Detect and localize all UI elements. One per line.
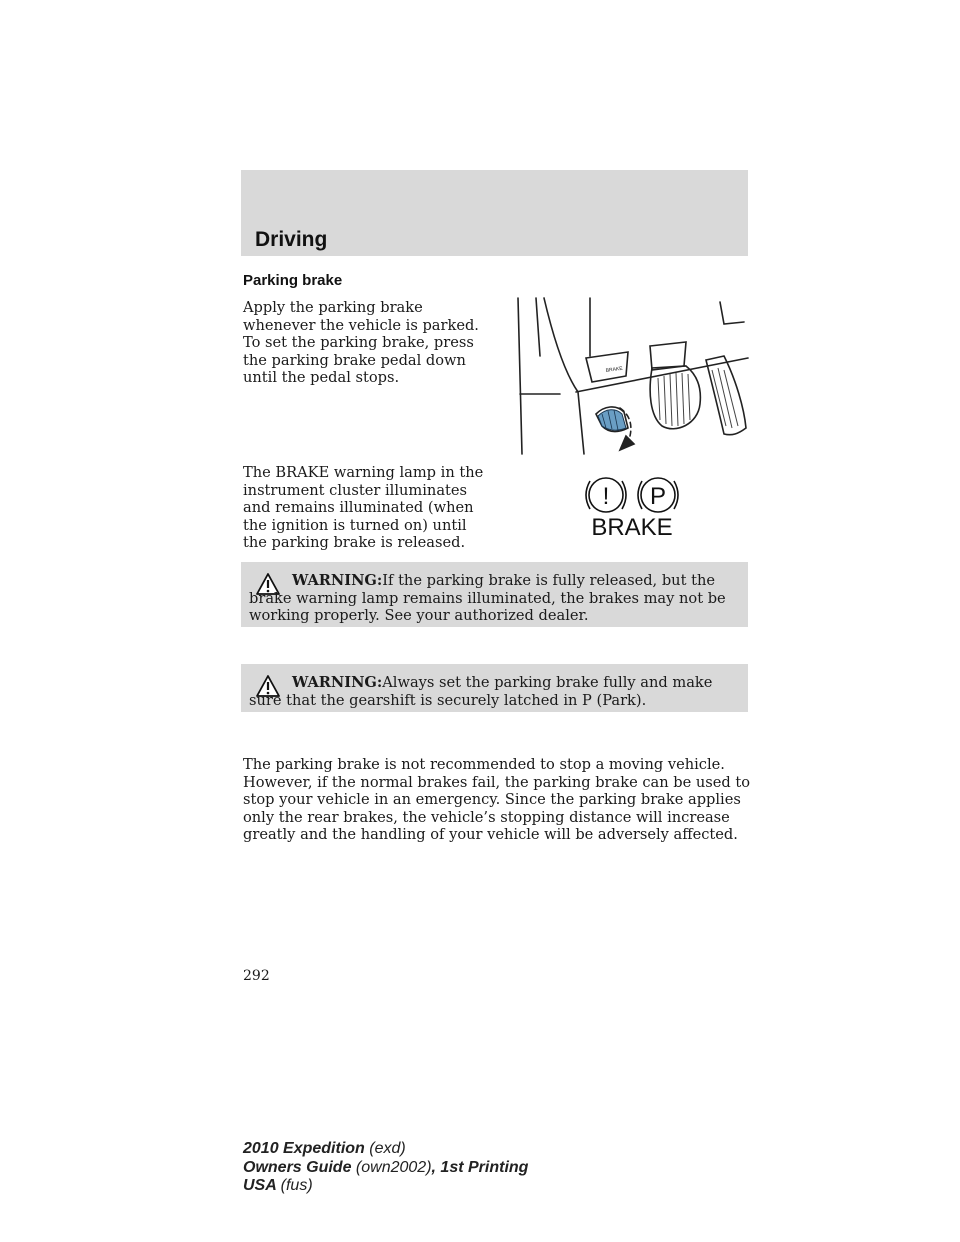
parking-brake-pedal-illustration [500,296,750,456]
warning-text [249,674,745,709]
paragraph-emergency-use: The parking brake is not recommended to stop a moving vehicle. However, if the normal brakes fail, the parking brake can be used to stop your vehicle in an emergency. Since the parking brake applies only the rear brakes, the vehicle’s stopping distance will increase greatly and the handling of your vehicle will be adversely affected. [243,756,751,843]
paragraph-warning-lamp: The BRAKE warning lamp in the instrument cluster illuminates and remains illuminated (when the ignition is turned on) until the parking brake is released. [243,464,484,551]
footer-model-code: (exd) [369,1140,406,1157]
footer-guide: Owners Guide [243,1158,352,1176]
document-footer [243,1140,528,1196]
pedal-label: BRAKE [605,365,624,374]
lamp-symbol-exclamation: ! [602,483,610,510]
page-number: 292 [243,968,270,984]
footer-model: 2010 Expedition [243,1140,365,1157]
warning-box-set-brake [241,664,748,712]
warning-label: WARNING: [292,674,383,691]
warning-label: WARNING: [292,572,383,589]
warning-body: Always set the parking brake fully and make sure that the gearshift is securely latched in P (Park). [249,674,713,709]
lamp-label: BRAKE [591,514,673,541]
chapter-title: Driving [255,228,328,251]
paragraph-apply-brake: Apply the parking brake whenever the vehicle is parked. To set the parking brake, press the parking brake pedal down until the pedal stops. [243,299,479,386]
footer-market-code: (fus) [280,1177,313,1194]
footer-printing: , 1st Printing [431,1158,529,1176]
brake-warning-lamp-icon [578,475,688,541]
footer-guide-code: (own2002) [355,1158,432,1176]
section-title: Parking brake [243,272,343,289]
warning-text [249,572,745,625]
chapter-header [241,170,748,256]
warning-box-released-brake [241,562,748,627]
warning-body: If the parking brake is fully released, but the brake warning lamp remains illuminated, the brakes may not be working properly. See your authorized dealer. [249,572,726,624]
footer-market: USA [243,1177,277,1194]
lamp-symbol-p: P [649,483,667,510]
